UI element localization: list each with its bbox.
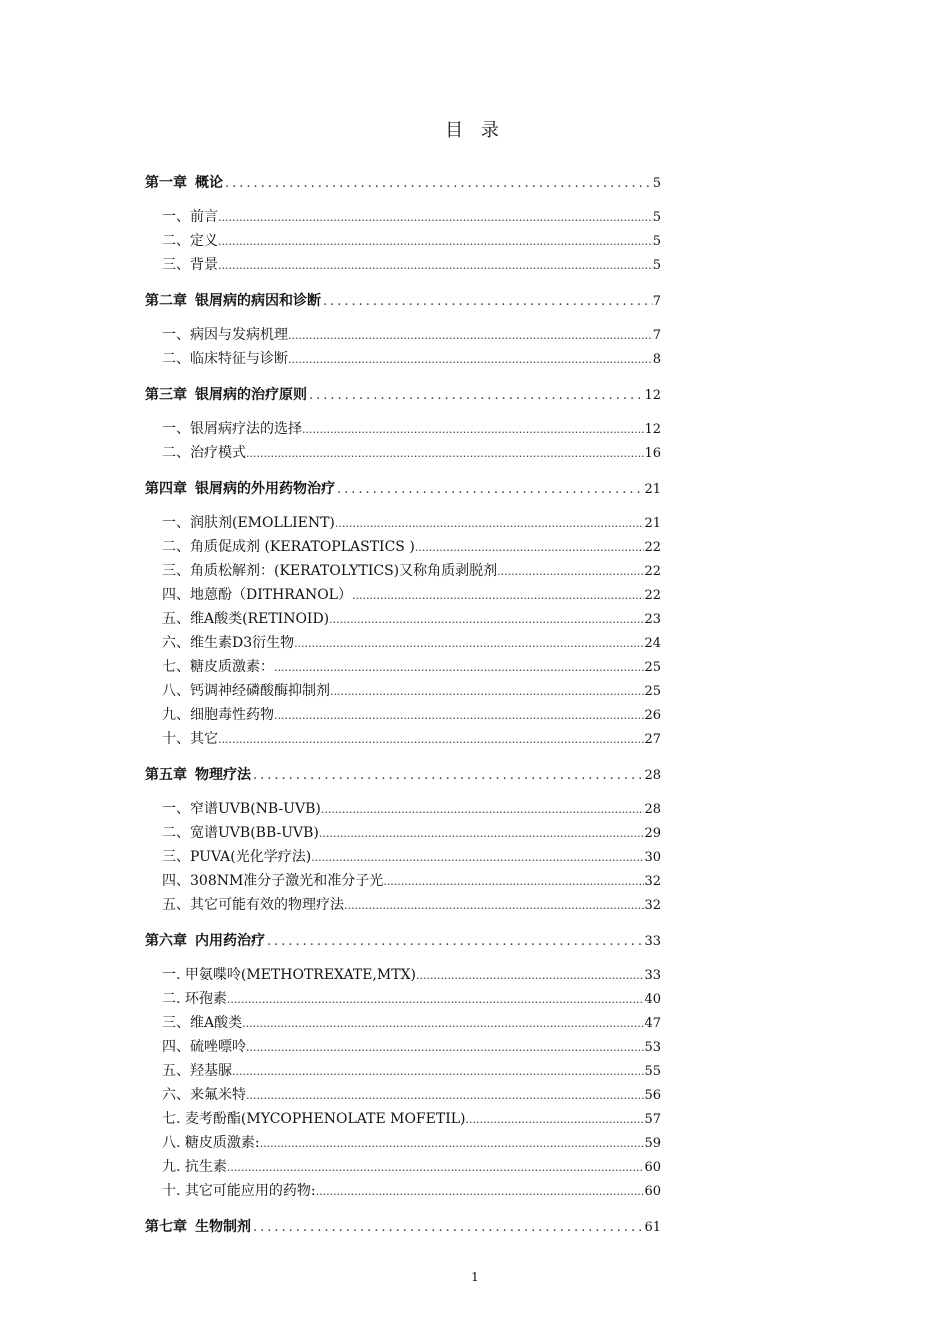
dot-leader	[344, 899, 644, 912]
section-page-number: 5	[652, 234, 661, 249]
section-title: 二. 环孢素	[162, 991, 227, 1007]
section-title: 六、维生素D3衍生物	[162, 635, 295, 651]
section-page-number: 5	[652, 210, 661, 225]
section-entry[interactable]	[145, 230, 661, 254]
section-entry[interactable]	[145, 1012, 661, 1036]
section-title: 九. 抗生素	[162, 1159, 227, 1175]
section-entry[interactable]	[145, 1060, 661, 1084]
section-page-number: 59	[644, 1136, 661, 1151]
dot-leader	[218, 733, 644, 746]
dot-leader	[227, 1161, 645, 1174]
section-page-number: 5	[652, 258, 661, 273]
section-entry[interactable]	[145, 846, 661, 870]
section-entry[interactable]	[145, 894, 661, 918]
chapter-page-number: 21	[644, 482, 661, 497]
chapter-page-number: 28	[644, 768, 661, 783]
dot-leader	[323, 294, 653, 309]
dot-leader	[352, 589, 644, 602]
section-page-number: 26	[644, 708, 661, 723]
section-entry[interactable]	[145, 822, 661, 846]
dot-leader	[227, 993, 645, 1006]
chapter-title: 银屑病的外用药物治疗	[195, 481, 335, 497]
section-page-number: 23	[644, 612, 661, 627]
section-entry[interactable]	[145, 1036, 661, 1060]
section-page-number: 27	[644, 732, 661, 747]
section-title: 一、银屑病疗法的选择	[162, 421, 302, 437]
dot-leader	[218, 211, 653, 224]
dot-leader	[309, 388, 644, 403]
section-title: 五、维A酸类(RETINOID)	[162, 611, 330, 627]
section-entry[interactable]	[145, 418, 661, 442]
section-entry[interactable]	[145, 584, 661, 608]
section-page-number: 7	[652, 328, 661, 343]
section-title: 一、窄谱UVB(NB-UVB)	[162, 801, 321, 817]
section-page-number: 53	[644, 1040, 661, 1055]
dot-leader	[246, 447, 644, 460]
section-page-number: 25	[644, 684, 661, 699]
chapter-title: 内用药治疗	[195, 933, 265, 949]
section-entry[interactable]	[145, 608, 661, 632]
section-page-number: 28	[644, 802, 661, 817]
chapter-entry[interactable]	[145, 478, 661, 500]
section-entry[interactable]	[145, 254, 661, 278]
section-entry[interactable]	[145, 988, 661, 1012]
chapter-page-number: 12	[644, 388, 661, 403]
dot-leader	[232, 1065, 644, 1078]
section-title: 一、前言	[162, 209, 218, 225]
chapter-page-number: 61	[644, 1220, 661, 1235]
section-title: 四、308NM准分子激光和准分子光	[162, 873, 384, 889]
section-entry[interactable]	[145, 656, 661, 680]
dot-leader	[321, 803, 645, 816]
section-entry[interactable]	[145, 798, 661, 822]
section-page-number: 29	[644, 826, 661, 841]
section-page-number: 60	[644, 1184, 661, 1199]
toc-title: 目 录	[445, 120, 505, 141]
page-number: 1	[471, 1270, 479, 1284]
section-title: 十、其它	[162, 731, 218, 747]
section-page-number: 56	[644, 1088, 661, 1103]
dot-leader	[337, 482, 644, 497]
section-title: 五、其它可能有效的物理疗法	[162, 897, 344, 913]
chapter-title: 生物制剂	[195, 1219, 251, 1235]
section-page-number: 40	[644, 992, 661, 1007]
chapter-title: 银屑病的治疗原则	[195, 387, 307, 403]
section-entry[interactable]	[145, 632, 661, 656]
section-entry[interactable]	[145, 560, 661, 584]
section-page-number: 32	[644, 898, 661, 913]
section-page-number: 33	[644, 968, 661, 983]
dot-leader	[253, 768, 644, 783]
section-entry[interactable]	[145, 1156, 661, 1180]
section-page-number: 22	[644, 564, 661, 579]
dot-leader	[274, 661, 644, 674]
section-entry[interactable]	[145, 1108, 661, 1132]
section-entry[interactable]	[145, 704, 661, 728]
section-entry[interactable]	[145, 1180, 661, 1204]
section-page-number: 16	[644, 446, 661, 461]
section-page-number: 57	[644, 1112, 661, 1127]
dot-leader	[335, 517, 645, 530]
dot-leader	[218, 259, 653, 272]
dot-leader	[497, 565, 644, 578]
dot-leader	[246, 1041, 644, 1054]
section-title: 二、定义	[162, 233, 218, 249]
dot-leader	[319, 827, 645, 840]
section-entry[interactable]	[145, 512, 661, 536]
section-page-number: 21	[644, 516, 661, 531]
table-of-contents	[145, 172, 661, 1250]
section-entry[interactable]	[145, 348, 661, 372]
section-page-number: 47	[644, 1016, 661, 1031]
section-title: 九、细胞毒性药物	[162, 707, 274, 723]
section-page-number: 32	[644, 874, 661, 889]
chapter-title: 银屑病的病因和诊断	[195, 293, 321, 309]
chapter-number: 第一章	[145, 175, 187, 191]
chapter-entry[interactable]	[145, 764, 661, 786]
chapter-page-number: 33	[644, 934, 661, 949]
dot-leader	[288, 329, 653, 342]
section-title: 三、维A酸类	[162, 1015, 243, 1031]
section-entry[interactable]	[145, 206, 661, 230]
section-entry[interactable]	[145, 1132, 661, 1156]
section-entry[interactable]	[145, 728, 661, 752]
section-title: 二、临床特征与诊断	[162, 351, 288, 367]
dot-leader	[218, 235, 653, 248]
section-title: 二、宽谱UVB(BB-UVB)	[162, 825, 319, 841]
section-title: 八. 糖皮质激素:	[162, 1135, 260, 1151]
dot-leader	[311, 851, 644, 864]
section-page-number: 12	[644, 422, 661, 437]
dot-leader	[316, 1185, 645, 1198]
section-title: 三、PUVA(光化学疗法)	[162, 849, 312, 865]
chapter-number: 第五章	[145, 767, 187, 783]
dot-leader	[294, 637, 644, 650]
section-title: 三、角质松解剂：(KERATOLYTICS)又称角质剥脱剂	[162, 563, 498, 579]
section-title: 七、糖皮质激素：	[162, 659, 274, 675]
section-entry[interactable]	[145, 680, 661, 704]
dot-leader	[260, 1137, 645, 1150]
dot-leader	[329, 613, 644, 626]
chapter-entry[interactable]	[145, 290, 661, 312]
section-page-number: 55	[644, 1064, 661, 1079]
section-title: 一、润肤剂(EMOLLIENT)	[162, 515, 335, 531]
section-title: 一、病因与发病机理	[162, 327, 288, 343]
dot-leader	[267, 934, 644, 949]
dot-leader	[465, 1113, 644, 1126]
section-title: 二、治疗模式	[162, 445, 246, 461]
section-title: 二、角质促成剂 (KERATOPLASTICS )	[162, 539, 415, 555]
dot-leader	[302, 423, 644, 436]
section-title: 三、背景	[162, 257, 218, 273]
section-page-number: 8	[652, 352, 661, 367]
dot-leader	[330, 685, 644, 698]
chapter-number: 第三章	[145, 387, 187, 403]
chapter-page-number: 7	[652, 294, 661, 309]
section-title: 十. 其它可能应用的药物:	[162, 1183, 316, 1199]
chapter-entry[interactable]	[145, 384, 661, 406]
chapter-entry[interactable]	[145, 1216, 661, 1238]
chapter-number: 第六章	[145, 933, 187, 949]
dot-leader	[415, 541, 645, 554]
section-page-number: 24	[644, 636, 661, 651]
section-title: 一. 甲氨喋呤(METHOTREXATE,MTX)	[162, 967, 416, 983]
section-title: 五、羟基脲	[162, 1063, 232, 1079]
chapter-entry[interactable]	[145, 930, 661, 952]
chapter-title: 概论	[195, 175, 223, 191]
section-page-number: 22	[644, 540, 661, 555]
chapter-title: 物理疗法	[195, 767, 251, 783]
dot-leader	[246, 1089, 644, 1102]
dot-leader	[242, 1017, 644, 1030]
dot-leader	[225, 176, 653, 191]
section-entry[interactable]	[145, 964, 661, 988]
section-title: 八、钙调神经磷酸酶抑制剂	[162, 683, 330, 699]
section-entry[interactable]	[145, 1084, 661, 1108]
chapter-entry[interactable]	[145, 172, 661, 194]
section-entry[interactable]	[145, 442, 661, 466]
section-page-number: 60	[644, 1160, 661, 1175]
section-page-number: 22	[644, 588, 661, 603]
chapter-page-number: 5	[652, 176, 661, 191]
section-title: 六、来氟米特	[162, 1087, 246, 1103]
section-title: 四、地蒽酚（DITHRANOL）	[162, 587, 352, 603]
dot-leader	[416, 969, 644, 982]
chapter-number: 第四章	[145, 481, 187, 497]
section-entry[interactable]	[145, 870, 661, 894]
dot-leader	[288, 353, 653, 366]
section-title: 四、硫唑嘌呤	[162, 1039, 246, 1055]
dot-leader	[383, 875, 644, 888]
dot-leader	[274, 709, 644, 722]
section-page-number: 25	[644, 660, 661, 675]
chapter-number: 第七章	[145, 1219, 187, 1235]
section-title: 七. 麦考酚酯(MYCOPHENOLATE MOFETIL)	[162, 1111, 466, 1127]
section-entry[interactable]	[145, 324, 661, 348]
section-entry[interactable]	[145, 536, 661, 560]
dot-leader	[253, 1220, 644, 1235]
chapter-number: 第二章	[145, 293, 187, 309]
section-page-number: 30	[644, 850, 661, 865]
